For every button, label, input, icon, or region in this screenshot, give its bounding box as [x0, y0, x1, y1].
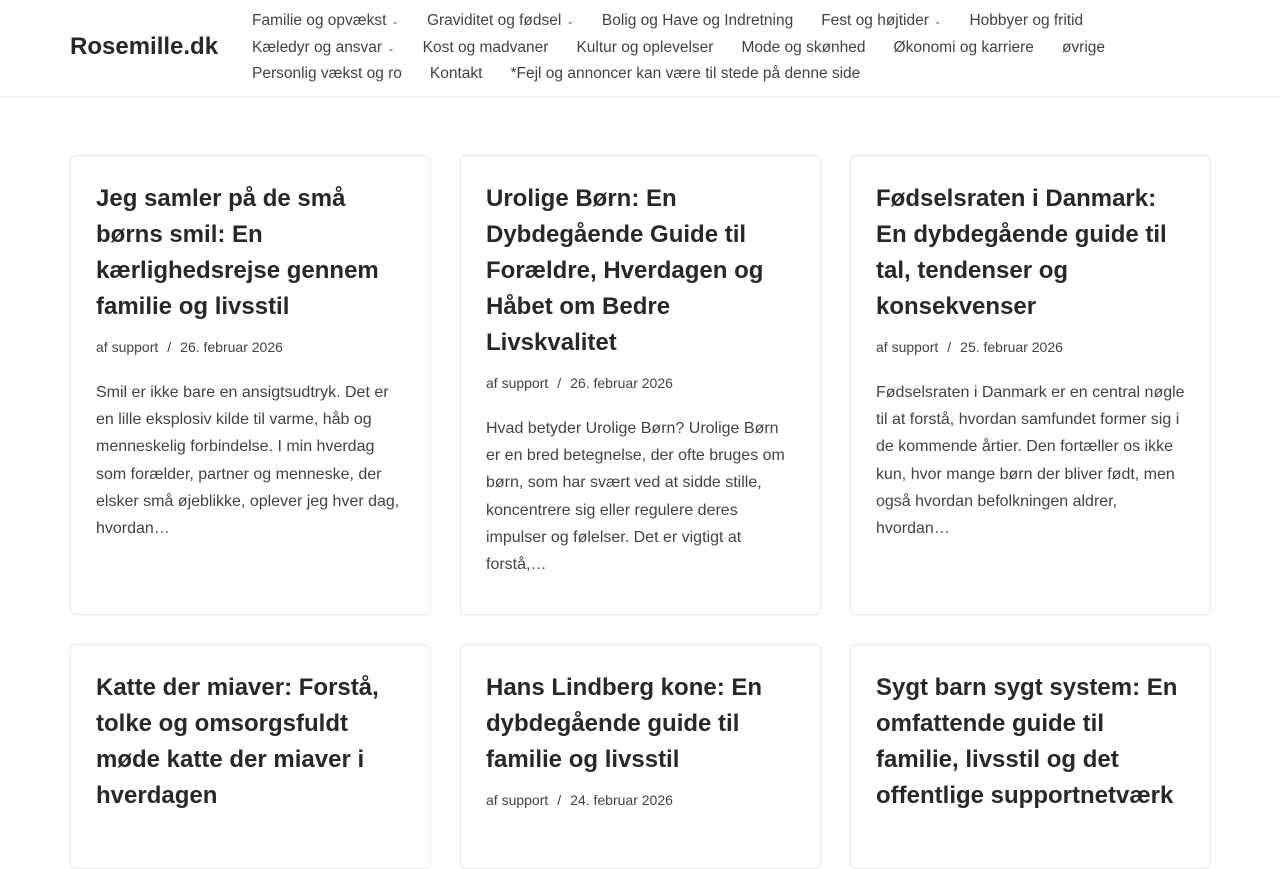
nav-item[interactable]	[252, 61, 402, 88]
post-date: 26. februar 2026	[570, 375, 673, 391]
post-author[interactable]: af support	[876, 339, 939, 355]
nav-item-label: Økonomi og karriere	[893, 38, 1034, 56]
nav-item[interactable]	[423, 35, 549, 62]
nav-item-label: Kost og madvaner	[422, 38, 549, 56]
post-excerpt: Smil er ikke bare en ansigtsudtryk. Det er en lille eksplosiv kilde til varme, håb og menneskelig forbindelse. I min hverdag som forælder, partner og menneske, der elsker små øjeblikke, oplever jeg hver dag, hvordan…	[96, 384, 400, 538]
post-meta	[876, 339, 1185, 355]
post-author[interactable]: af support	[486, 792, 549, 809]
post-title[interactable]: Jeg samler på de små børns smil: En kærlighedsrejse gennem familie og livsstil	[96, 185, 379, 320]
nav-item[interactable]	[969, 8, 1083, 35]
post-grid	[70, 155, 1211, 869]
nav-item[interactable]	[510, 61, 860, 88]
post-meta	[486, 375, 795, 391]
nav-item[interactable]	[894, 35, 1034, 62]
post-date: 25. februar 2026	[960, 339, 1063, 355]
post-excerpt: Fødselsraten i Danmark er en central nøgle til at forstå, hvordan samfundet former sig i de kommende årtier. Den fortæller os ikke kun, hvor mange børn der bliver født, men også hvordan befolkningen aldrer, hvordan…	[876, 384, 1185, 538]
meta-separator: /	[557, 792, 562, 809]
nav-item-label: Kultur og oplevelser	[576, 38, 714, 56]
post-card	[460, 644, 821, 869]
nav-item[interactable]	[430, 61, 483, 88]
post-title[interactable]: Hans Lindberg kone: En dybdegående guide til familie og livsstil	[486, 674, 763, 774]
nav-item-label: Bolig og Have og Indretning	[601, 12, 794, 29]
post-date: 26. februar 2026	[180, 339, 283, 355]
nav-item-label: Graviditet og fødsel	[426, 12, 562, 29]
post-meta	[486, 792, 795, 808]
post-title[interactable]: Fødselsraten i Danmark: En dybdegående guide til tal, tendenser og konsekvenser	[876, 185, 1167, 320]
post-excerpt: Hvad betyder Urolige Børn? Urolige Børn er en bred betegnelse, der ofte bruges om børn, som har svært ved at sidde stille, koncentrere sig eller regulere deres impulser og følelser. Det er vigtigt at forstå,…	[486, 420, 785, 574]
main-navigation	[252, 8, 1172, 88]
chevron-down-icon[interactable]: ⌄	[933, 16, 942, 26]
post-author[interactable]: af support	[486, 375, 549, 391]
post-card	[70, 644, 431, 869]
nav-item-label: Kæledyr og ansvar	[252, 38, 383, 56]
nav-item[interactable]	[252, 8, 399, 35]
nav-item[interactable]	[427, 8, 574, 35]
nav-item-label: Fest og højtider	[821, 12, 929, 29]
post-author[interactable]: af support	[96, 339, 159, 355]
nav-item-label: Mode og skønhed	[741, 38, 866, 56]
post-card	[850, 644, 1211, 869]
chevron-down-icon[interactable]: ⌄	[387, 42, 395, 53]
nav-item-label: *Fejl og annoncer kan være til stede på denne side	[510, 65, 861, 83]
nav-item-label: Familie og opvækst	[252, 12, 387, 29]
post-card	[460, 155, 821, 615]
meta-separator: /	[557, 375, 562, 391]
nav-item-label: øvrige	[1061, 38, 1106, 56]
chevron-down-icon[interactable]: ⌄	[566, 16, 574, 26]
post-title[interactable]: Sygt barn sygt system: En omfattende guide til familie, livsstil og det offentlige supportnetværk	[876, 674, 1178, 810]
post-title[interactable]: Katte der miaver: Forstå, tolke og omsorgsfuldt møde katte der miaver i hverdagen	[96, 674, 379, 810]
post-card	[70, 155, 431, 615]
nav-item[interactable]	[821, 8, 941, 35]
meta-separator: /	[947, 339, 952, 355]
meta-separator: /	[167, 339, 172, 355]
post-card	[850, 155, 1211, 615]
site-header	[0, 0, 1280, 97]
nav-item[interactable]	[741, 35, 865, 62]
nav-item-label: Hobbyer og fritid	[969, 12, 1084, 29]
nav-item[interactable]	[252, 35, 395, 62]
post-date: 24. februar 2026	[570, 792, 673, 809]
nav-item[interactable]	[1062, 35, 1105, 62]
post-meta	[96, 339, 405, 355]
nav-item[interactable]	[576, 35, 713, 62]
nav-item[interactable]	[602, 8, 793, 35]
nav-item-label: Kontakt	[429, 65, 483, 83]
post-title[interactable]: Urolige Børn: En Dybdegående Guide til Forældre, Hverdagen og Håbet om Bedre Livskvalitet	[486, 185, 764, 356]
site-logo[interactable]: Rosemille.dk	[70, 33, 219, 60]
nav-item-label: Personlig vækst og ro	[252, 65, 402, 83]
chevron-down-icon[interactable]: ⌄	[391, 16, 399, 26]
